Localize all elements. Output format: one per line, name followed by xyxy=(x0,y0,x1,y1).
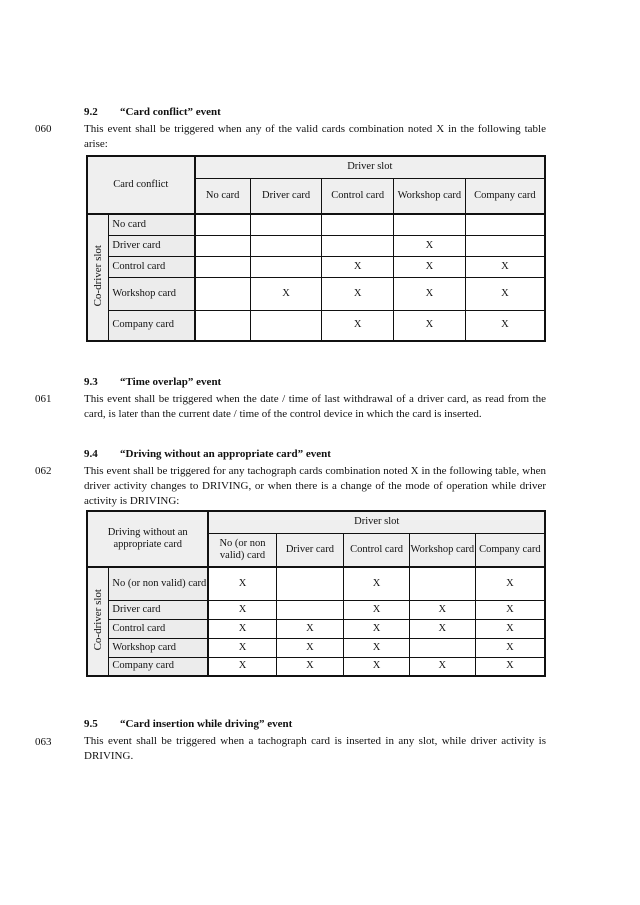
table-cell: X xyxy=(208,567,276,600)
column-header: Driver card xyxy=(276,533,344,567)
table-cell: X xyxy=(475,638,545,657)
column-header: Company card xyxy=(475,533,545,567)
table-cell: X xyxy=(409,657,475,676)
section-9-2-title: “Card conflict” event xyxy=(120,106,221,118)
row-label: Control card xyxy=(109,256,195,277)
table-cell: X xyxy=(208,657,276,676)
row-group-label: Co-driver slot xyxy=(87,214,109,341)
table-cell xyxy=(322,235,394,256)
table-cell: X xyxy=(322,256,394,277)
driving-without-card-table xyxy=(86,510,546,677)
column-header: Company card xyxy=(465,178,545,214)
table-cell xyxy=(250,256,322,277)
column-header: Control card xyxy=(322,178,394,214)
section-9-2-number: 9.2 xyxy=(84,106,98,118)
section-9-3-text: This event shall be triggered when the date / time of last withdrawal of a driver card, as read from the card, is later than the current date / time of the control device in which the card is inserted. xyxy=(84,393,546,420)
table-cell xyxy=(276,567,344,600)
table-cell xyxy=(276,600,344,619)
section-9-4-code: 062 xyxy=(35,465,52,477)
row-label: No card xyxy=(109,214,195,235)
table-cell xyxy=(195,235,251,256)
table-cell xyxy=(409,638,475,657)
table-cell: X xyxy=(344,619,410,638)
table-row xyxy=(87,657,545,676)
column-group-label: Driver slot xyxy=(195,156,545,178)
table-cell: X xyxy=(208,600,276,619)
table-cell: X xyxy=(465,310,545,341)
table-row xyxy=(87,600,545,619)
column-header: Workshop card xyxy=(409,533,475,567)
table-cell xyxy=(394,214,466,235)
row-group-label: Co-driver slot xyxy=(87,567,109,676)
column-header: No (or non valid) card xyxy=(208,533,276,567)
column-header: Workshop card xyxy=(394,178,466,214)
table-cell xyxy=(465,214,545,235)
section-9-3-title: “Time overlap” event xyxy=(120,376,222,388)
table-cell: X xyxy=(322,310,394,341)
table-cell: X xyxy=(250,277,322,310)
table-cell xyxy=(195,310,251,341)
row-label: Workshop card xyxy=(109,638,209,657)
table-cell: X xyxy=(394,310,466,341)
table-cell: X xyxy=(276,619,344,638)
section-9-2-code: 060 xyxy=(35,123,52,135)
column-header: Driver card xyxy=(250,178,322,214)
table-row xyxy=(87,214,545,235)
corner-label: Driving without an appropriate card xyxy=(87,511,208,567)
table-cell: X xyxy=(344,600,410,619)
table-cell xyxy=(322,214,394,235)
table-cell: X xyxy=(276,657,344,676)
table-cell xyxy=(250,310,322,341)
section-9-3-number: 9.3 xyxy=(84,376,98,388)
row-label: Company card xyxy=(109,310,195,341)
table-cell: X xyxy=(475,619,545,638)
row-label: Company card xyxy=(109,657,209,676)
column-header: No card xyxy=(195,178,251,214)
table-cell: X xyxy=(344,638,410,657)
section-9-4-title: “Driving without an appropriate card” event xyxy=(120,448,331,460)
table-cell xyxy=(195,256,251,277)
table-cell: X xyxy=(475,657,545,676)
section-9-5-code: 063 xyxy=(35,736,52,748)
table-row xyxy=(87,277,545,310)
row-label: Workshop card xyxy=(109,277,195,310)
section-9-4-text: This event shall be triggered for any tachograph cards combination noted X in the following table, when driver activity changes to DRIVING, or when there is a change of the mode of operation while driver activity is DRIVING: xyxy=(84,465,546,507)
table-cell: X xyxy=(475,600,545,619)
table-cell: X xyxy=(394,277,466,310)
row-label: Control card xyxy=(109,619,209,638)
row-label: Driver card xyxy=(109,600,209,619)
card-conflict-table xyxy=(86,155,546,342)
table-cell: X xyxy=(394,256,466,277)
table-row xyxy=(87,567,545,600)
row-label: Driver card xyxy=(109,235,195,256)
section-9-3-code: 061 xyxy=(35,393,52,405)
table-row xyxy=(87,310,545,341)
table-cell: X xyxy=(475,567,545,600)
table-cell: X xyxy=(208,619,276,638)
table-cell: X xyxy=(465,256,545,277)
table-row xyxy=(87,256,545,277)
table-row xyxy=(87,235,545,256)
section-9-4-number: 9.4 xyxy=(84,448,98,460)
section-9-2-text: This event shall be triggered when any of the valid cards combination noted X in the following table arise: xyxy=(84,123,546,150)
corner-label: Card conflict xyxy=(87,156,195,214)
section-9-5-text: This event shall be triggered when a tachograph card is inserted in any slot, while driver activity is DRIVING. xyxy=(84,735,546,762)
table-cell xyxy=(195,214,251,235)
column-header: Control card xyxy=(344,533,410,567)
column-group-label: Driver slot xyxy=(208,511,545,533)
table-cell xyxy=(465,235,545,256)
table-cell: X xyxy=(344,567,410,600)
table-cell xyxy=(195,277,251,310)
table-cell xyxy=(250,235,322,256)
table-cell: X xyxy=(409,600,475,619)
table-cell: X xyxy=(276,638,344,657)
section-9-5-title: “Card insertion while driving” event xyxy=(120,718,293,730)
table-cell xyxy=(250,214,322,235)
table-row xyxy=(87,619,545,638)
section-9-5-number: 9.5 xyxy=(84,718,98,730)
table-cell: X xyxy=(394,235,466,256)
table-cell: X xyxy=(208,638,276,657)
table-row xyxy=(87,638,545,657)
table-cell: X xyxy=(409,619,475,638)
table-cell: X xyxy=(322,277,394,310)
table-cell xyxy=(409,567,475,600)
row-label: No (or non valid) card xyxy=(109,567,209,600)
table-cell: X xyxy=(465,277,545,310)
table-cell: X xyxy=(344,657,410,676)
